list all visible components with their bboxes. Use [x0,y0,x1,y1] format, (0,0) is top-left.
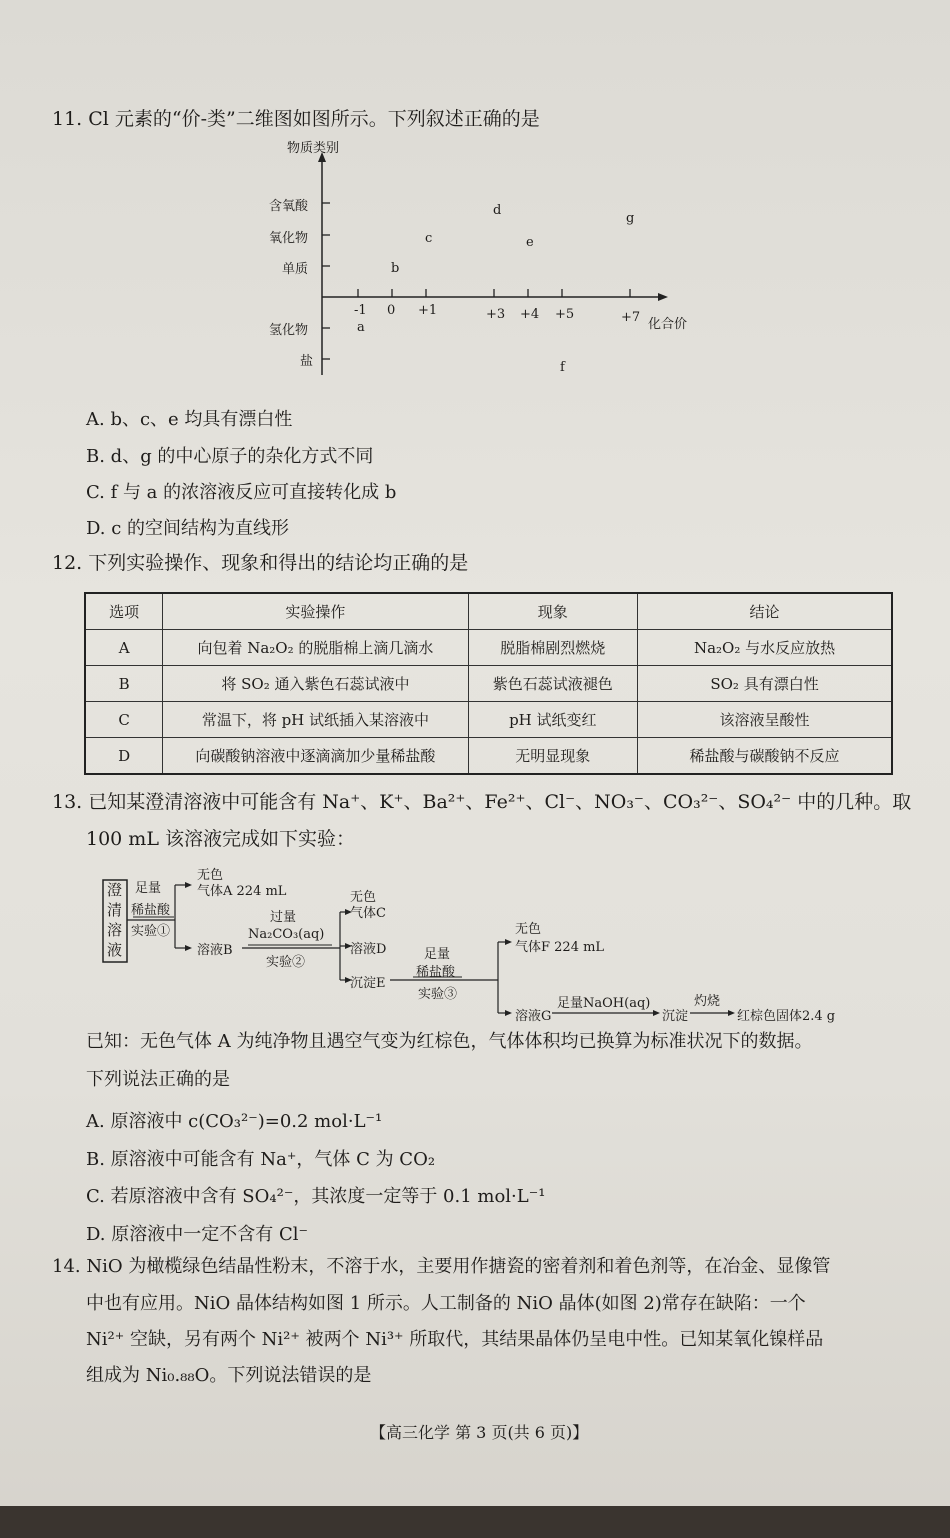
table-cell: A [85,630,163,666]
q14-line2: 中也有应用。NiO 晶体结构如图 1 所示。人工制备的 NiO 晶体(如图 2)常存在缺陷：一个 [86,1293,806,1314]
q11-option-c[interactable]: C. f 与 a 的浓溶液反应可直接转化成 b [86,482,397,503]
table-cell: Na₂O₂ 与水反应放热 [638,630,892,666]
table-row [85,738,892,775]
y-cat-hydride: 氢化物 [269,323,309,338]
flow-reagent1-mid: 稀盐酸 [131,903,171,918]
q11-option-a[interactable]: A. b、c、e 均具有漂白性 [86,409,293,430]
point-a: a [357,320,365,335]
flow-reagent1-top: 足量 [135,881,162,896]
flow-gasA-line2: 气体A 224 mL [197,884,287,899]
table-cell: 稀盐酸与碳酸钠不反应 [638,738,892,775]
table-header: 现象 [468,593,638,630]
q13-ask: 下列说法正确的是 [86,1069,230,1090]
point-d: d [493,203,502,218]
x-tick-pos1: +1 [418,303,438,318]
x-axis-arrow [658,293,668,301]
flow-precipitate-E: 沉淀E [350,976,386,991]
q12-stem: 12. 下列实验操作、现象和得出的结论均正确的是 [52,552,469,574]
desk-background [0,1506,950,1538]
flow-reagent3-top: 足量 [424,947,451,962]
point-g: g [626,211,635,226]
table-cell: 该溶液呈酸性 [638,702,892,738]
flow-reagent3-mid: 稀盐酸 [416,965,456,980]
table-header: 结论 [638,593,892,630]
table-row [85,630,892,666]
x-axis-label: 化合价 [648,317,688,332]
flow-final-solid: 红棕色固体2.4 g [737,1009,836,1024]
table-header-row [85,593,892,630]
q13-option-c[interactable]: C. 若原溶液中含有 SO₄²⁻，其浓度一定等于 0.1 mol·L⁻¹ [86,1186,546,1207]
point-f: f [560,360,565,375]
x-tick-pos7: +7 [621,310,641,325]
point-b: b [391,261,400,276]
flow-gasA-line1: 无色 [197,868,224,883]
point-c: c [425,231,433,246]
flow-solution-D: 溶液D [350,942,387,957]
q13-option-a[interactable]: A. 原溶液中 c(CO₃²⁻)=0.2 mol·L⁻¹ [86,1111,383,1132]
flow-precipitate: 沉淀 [662,1009,689,1024]
q13-stem-line1: 13. 已知某澄清溶液中可能含有 Na⁺、K⁺、Ba²⁺、Fe²⁺、Cl⁻、NO₃⁻、CO₃²⁻、SO₄²⁻ 中的几种。取 [52,791,912,813]
x-tick-pos5: +5 [555,307,575,322]
table-row [85,666,892,702]
point-e: e [526,235,534,250]
flow-gasC-line2: 气体C [350,906,386,921]
x-tick-pos4: +4 [520,307,540,322]
valence-category-chart [260,130,710,390]
q14-line4: 组成为 Ni₀.₈₈O。下列说法错误的是 [86,1365,372,1386]
table-row [85,702,892,738]
table-cell: 紫色石蕊试液褪色 [468,666,638,702]
table-cell: 脱脂棉剧烈燃烧 [468,630,638,666]
table-cell: 向碳酸钠溶液中逐滴滴加少量稀盐酸 [163,738,468,775]
table-cell: C [85,702,163,738]
table-header: 选项 [85,593,163,630]
flow-reagent2-bot: 实验② [266,955,306,970]
q13-option-d[interactable]: D. 原溶液中一定不含有 Cl⁻ [86,1224,308,1245]
table-cell: B [85,666,163,702]
x-tick-0: 0 [387,303,396,318]
q13-stem-line2: 100 mL 该溶液完成如下实验： [86,828,355,850]
y-axis-label: 物质类别 [287,141,340,156]
flow-solution-G: 溶液G [515,1009,552,1024]
q11-stem: 11. Cl 元素的“价-类”二维图如图所示。下列叙述正确的是 [52,108,540,130]
flow-solution-B: 溶液B [197,943,233,958]
flow-gasF-line2: 气体F 224 mL [515,940,605,955]
flow-start-solution: 澄清溶液 [107,881,123,959]
flow-reagent3-bot: 实验③ [418,987,458,1002]
flow-reagent2-top: 过量 [270,910,297,925]
x-tick-neg1: -1 [354,303,367,318]
y-cat-element: 单质 [282,262,309,277]
y-cat-oxyacid: 含氧酸 [269,199,309,214]
flow-gasC-line1: 无色 [350,890,377,905]
x-tick-pos3: +3 [486,307,506,322]
flow-calcine: 灼烧 [694,994,721,1009]
table-cell: SO₂ 具有漂白性 [638,666,892,702]
q14-line3: Ni²⁺ 空缺，另有两个 Ni²⁺ 被两个 Ni³⁺ 所取代，其结果晶体仍呈电中性。已知某氧化镍样品 [86,1329,824,1350]
q13-option-b[interactable]: B. 原溶液中可能含有 Na⁺，气体 C 为 CO₂ [86,1149,436,1170]
experiment-table [84,592,893,775]
y-cat-oxide: 氧化物 [269,231,309,246]
q11-option-d[interactable]: D. c 的空间结构为直线形 [86,518,290,539]
flow-reagent2-mid: Na₂CO₃(aq) [248,927,325,942]
table-cell: 常温下，将 pH 试纸插入某溶液中 [163,702,468,738]
page-footer: 【高三化学 第 3 页(共 6 页)】 [370,1423,589,1442]
table-cell: 向包着 Na₂O₂ 的脱脂棉上滴几滴水 [163,630,468,666]
flow-reagent1-bot: 实验① [131,924,171,939]
table-cell: 无明显现象 [468,738,638,775]
q11-option-b[interactable]: B. d、g 的中心原子的杂化方式不同 [86,446,374,467]
q13-known: 已知：无色气体 A 为纯净物且遇空气变为红棕色，气体体积均已换算为标准状况下的数据。 [86,1031,813,1052]
table-header: 实验操作 [163,593,468,630]
table-cell: pH 试纸变红 [468,702,638,738]
table-cell: 将 SO₂ 通入紫色石蕊试液中 [163,666,468,702]
flow-reagent4: 足量NaOH(aq) [557,996,651,1011]
table-cell: D [85,738,163,775]
q14-line1: 14. NiO 为橄榄绿色结晶性粉末，不溶于水，主要用作搪瓷的密着剂和着色剂等，在冶金、显像管 [52,1256,831,1277]
y-cat-salt: 盐 [300,354,314,369]
flow-gasF-line1: 无色 [515,922,542,937]
